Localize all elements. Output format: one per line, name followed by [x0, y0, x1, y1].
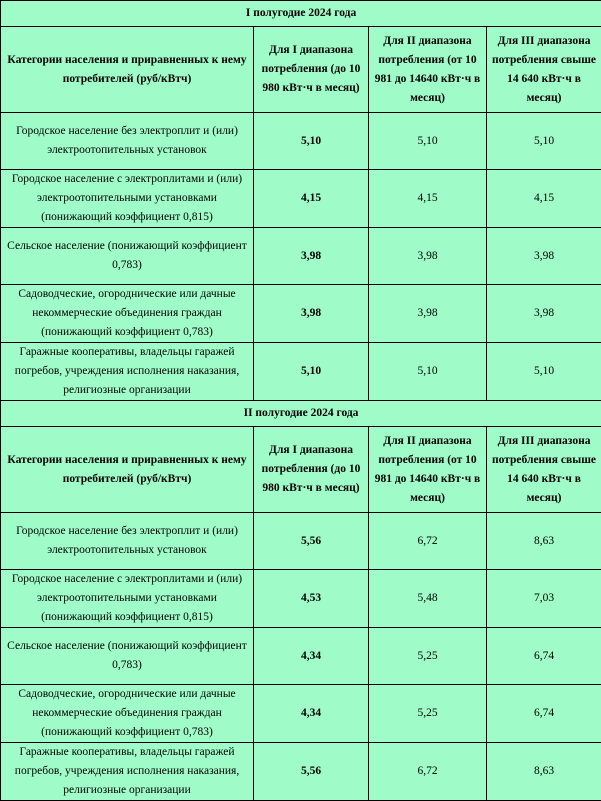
header-range-2: Для II диапазона потребления (от 10 981 до 14640 кВт·ч в месяц): [369, 427, 487, 513]
rate-range-3: 3,98: [487, 228, 601, 285]
table-row: [1, 285, 601, 343]
category-cell: Городское население без электроплит и (или) электроотопительных установок: [1, 113, 254, 170]
half-title-row: [1, 401, 601, 427]
category-cell: Сельское население (понижающий коэффициент 0,783): [1, 628, 254, 685]
half-title: II полугодие 2024 года: [1, 401, 601, 427]
category-cell: Садоводческие, огороднические или дачные некоммерческие объединения граждан (понижающий коэффициент 0,783): [1, 285, 254, 343]
table-row: [1, 628, 601, 685]
rate-range-2: 3,98: [369, 285, 487, 343]
rate-range-1: 3,98: [254, 285, 369, 343]
header-range-3: Для III диапазона потребления свыше 14 640 кВт·ч в месяц): [487, 27, 601, 113]
rate-range-3: 8,63: [487, 743, 601, 801]
rate-range-1: 4,34: [254, 628, 369, 685]
rate-range-3: 3,98: [487, 285, 601, 343]
rate-range-1: 5,56: [254, 513, 369, 570]
rate-range-1: 5,10: [254, 343, 369, 401]
rate-range-2: 6,72: [369, 743, 487, 801]
table-row: [1, 343, 601, 401]
table-row: [1, 113, 601, 170]
rate-range-2: 6,72: [369, 513, 487, 570]
rate-range-3: 5,10: [487, 343, 601, 401]
header-row: [1, 427, 601, 513]
category-cell: Городское население с электроплитами и (или) электроотопительными установками (понижающий коэффициент 0,815): [1, 570, 254, 628]
category-cell: Сельское население (понижающий коэффициент 0,783): [1, 228, 254, 285]
rate-range-1: 5,56: [254, 743, 369, 801]
table-row: [1, 685, 601, 743]
category-cell: Гаражные кооперативы, владельцы гаражей погребов, учреждения исполнения наказания, религиозные организации: [1, 743, 254, 801]
table-row: [1, 743, 601, 801]
category-cell: Садоводческие, огороднические или дачные некоммерческие объединения граждан (понижающий коэффициент 0,783): [1, 685, 254, 743]
table-row: [1, 570, 601, 628]
header-range-3: Для III диапазона потребления свыше 14 640 кВт·ч в месяц): [487, 427, 601, 513]
rate-range-1: 5,10: [254, 113, 369, 170]
table-row: [1, 513, 601, 570]
rate-range-2: 5,25: [369, 685, 487, 743]
half-title-row: [1, 1, 601, 27]
rate-range-3: 7,03: [487, 570, 601, 628]
half-title: I полугодие 2024 года: [1, 1, 601, 27]
rate-range-2: 5,25: [369, 628, 487, 685]
rate-range-2: 4,15: [369, 170, 487, 228]
rate-range-2: 5,10: [369, 343, 487, 401]
table-row: [1, 170, 601, 228]
category-cell: Городское население с электроплитами и (или) электроотопительными установками (понижающий коэффициент 0,815): [1, 170, 254, 228]
rate-range-3: 8,63: [487, 513, 601, 570]
header-range-1: Для I диапазона потребления (до 10 980 кВт·ч в месяц): [254, 427, 369, 513]
rate-range-3: 6,74: [487, 628, 601, 685]
rate-range-2: 5,48: [369, 570, 487, 628]
table-row: [1, 228, 601, 285]
rate-range-3: 5,10: [487, 113, 601, 170]
category-cell: Городское население без электроплит и (или) электроотопительных установок: [1, 513, 254, 570]
header-row: [1, 27, 601, 113]
header-range-2: Для II диапазона потребления (от 10 981 до 14640 кВт·ч в месяц): [369, 27, 487, 113]
category-cell: Гаражные кооперативы, владельцы гаражей погребов, учреждения исполнения наказания, религиозные организации: [1, 343, 254, 401]
rate-range-1: 4,53: [254, 570, 369, 628]
rate-range-1: 4,15: [254, 170, 369, 228]
rate-range-1: 4,34: [254, 685, 369, 743]
rate-range-1: 3,98: [254, 228, 369, 285]
rate-range-3: 6,74: [487, 685, 601, 743]
rate-range-2: 5,10: [369, 113, 487, 170]
header-range-1: Для I диапазона потребления (до 10 980 кВт·ч в месяц): [254, 27, 369, 113]
header-category: Категории населения и приравненных к нему потребителей (руб/кВтч): [1, 27, 254, 113]
rate-range-2: 3,98: [369, 228, 487, 285]
rate-range-3: 4,15: [487, 170, 601, 228]
header-category: Категории населения и приравненных к нему потребителей (руб/кВтч): [1, 427, 254, 513]
